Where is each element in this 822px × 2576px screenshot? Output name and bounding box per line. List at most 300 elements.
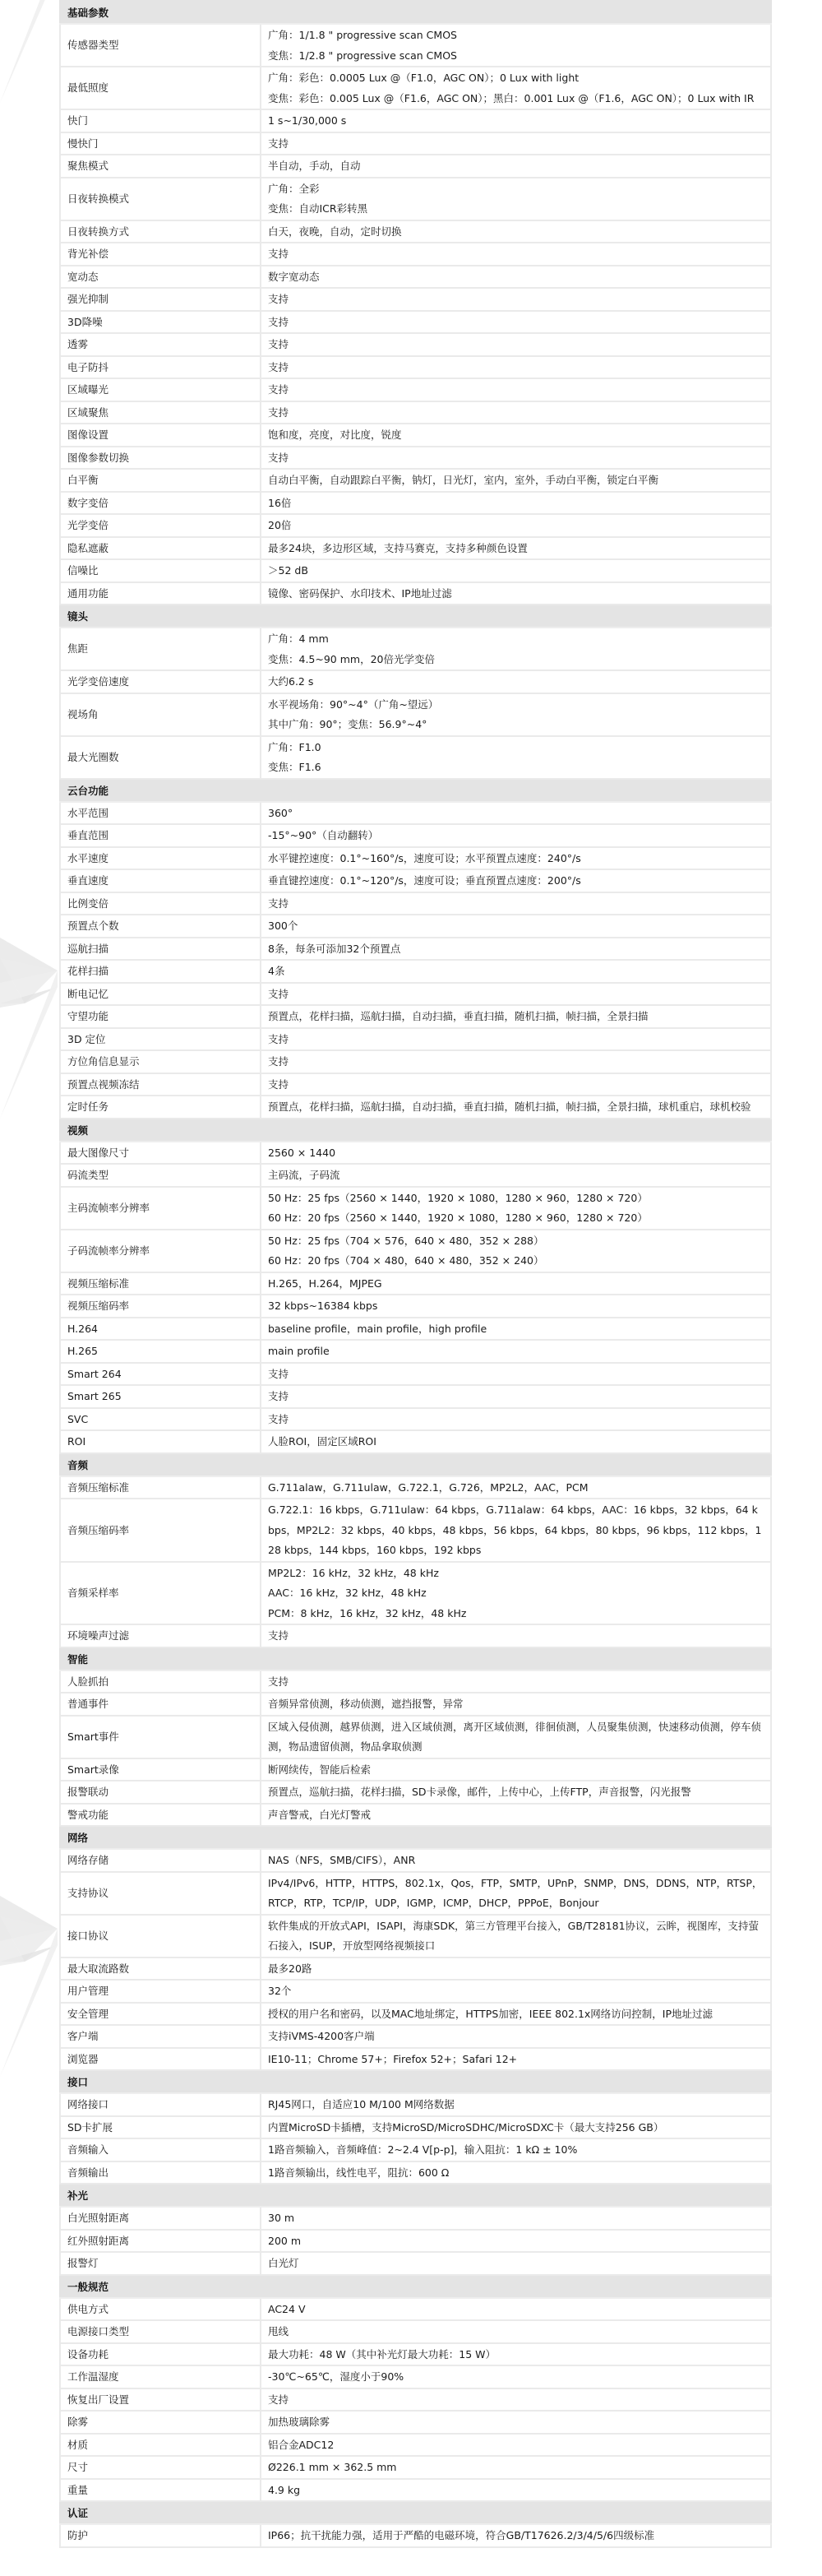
spec-table <box>59 0 772 2548</box>
spec-label: 花样扫描 <box>60 960 261 983</box>
section-title: 一般规范 <box>60 2275 771 2298</box>
spec-value-line: 50 Hz：25 fps（2560 × 1440，1920 × 1080，1280 × 960，1280 × 720） <box>268 1191 648 1204</box>
spec-row <box>60 2161 771 2185</box>
spec-label: 电子防抖 <box>60 356 261 379</box>
spec-label: 慢快门 <box>60 132 261 155</box>
spec-row <box>60 2456 771 2479</box>
spec-label: 网络存储 <box>60 1849 261 1872</box>
spec-value-line: NAS（NFS，SMB/CIFS），ANR <box>268 1854 416 1866</box>
spec-value <box>261 1499 771 1562</box>
spec-label: 预置点视频冻结 <box>60 1073 261 1096</box>
section-header-row <box>60 1453 771 1476</box>
section-title: 镜头 <box>60 605 771 628</box>
spec-value <box>261 2116 771 2139</box>
spec-row <box>60 1430 771 1453</box>
spec-row <box>60 1340 771 1363</box>
section-header-row <box>60 2275 771 2298</box>
spec-row <box>60 2320 771 2343</box>
spec-label: ROI <box>60 1430 261 1453</box>
spec-value-line: ＞52 dB <box>268 564 308 577</box>
spec-value-line: 最大功耗：48 W（其中补光灯最大功耗：15 W） <box>268 2347 496 2361</box>
spec-value-line: 支持 <box>268 360 289 373</box>
spec-row <box>60 2411 771 2434</box>
spec-label: 码流类型 <box>60 1164 261 1187</box>
spec-label: 设备功耗 <box>60 2343 261 2366</box>
spec-row <box>60 802 771 825</box>
section-title: 智能 <box>60 1647 771 1670</box>
spec-row <box>60 1562 771 1625</box>
spec-value-line: 2560 × 1440 <box>268 1146 336 1159</box>
spec-row <box>60 847 771 870</box>
spec-label: SVC <box>60 1408 261 1431</box>
spec-value <box>261 1295 771 1318</box>
spec-value <box>261 401 771 424</box>
spec-value-line: AC24 V <box>268 2302 306 2315</box>
triangle-watermark-icon <box>0 0 62 107</box>
spec-label: 区域曝光 <box>60 378 261 401</box>
spec-value <box>261 2365 771 2388</box>
spec-label: 传感器类型 <box>60 24 261 67</box>
spec-label: 音频压缩码率 <box>60 1499 261 1562</box>
spec-row <box>60 1980 771 2003</box>
section-header-row <box>60 2501 771 2524</box>
spec-value <box>261 266 771 289</box>
spec-value <box>261 802 771 825</box>
spec-row <box>60 2343 771 2366</box>
spec-row <box>60 514 771 537</box>
spec-value-line: 支持 <box>268 315 289 328</box>
spec-value <box>261 178 771 220</box>
spec-label: 方位角信息显示 <box>60 1050 261 1073</box>
spec-row <box>60 424 771 447</box>
spec-label: 宽动态 <box>60 266 261 289</box>
spec-label: 隐私遮蔽 <box>60 537 261 560</box>
spec-value-line: 支持iVMS-4200客户端 <box>268 2030 375 2042</box>
spec-label: H.265 <box>60 1340 261 1363</box>
spec-label: 环境噪声过滤 <box>60 1624 261 1647</box>
spec-value-line: 声音警戒，白光灯警戒 <box>268 1808 372 1821</box>
spec-value <box>261 1363 771 1386</box>
spec-value-line: 变焦：彩色：0.005 Lux @（F1.6，AGC ON）；黑白：0.001 Lux @（F1.6，AGC ON）；0 Lux with IR <box>268 91 755 104</box>
spec-value-line: 断网续传，智能后检索 <box>268 1763 372 1776</box>
spec-value-line: 水平键控速度：0.1°~160°/s，速度可设；水平预置点速度：240°/s <box>268 851 581 864</box>
spec-value-line: IPv4/IPv6，HTTP，HTTPS，802.1x，Qos，FTP，SMTP，UPnP，SNMP，DNS，DDNS，NTP，RTSP，RTCP，RTP，TCP/IP，UDP，IGMP，ICMP，DHCP，PPPoE，Bonjour <box>268 1876 763 1909</box>
spec-label: 视频压缩码率 <box>60 1295 261 1318</box>
spec-value-line: 授权的用户名和密码，以及MAC地址绑定，HTTPS加密，IEEE 802.1x网络访问控制，IP地址过滤 <box>268 2007 713 2020</box>
spec-label: 巡航扫描 <box>60 938 261 961</box>
spec-value-line: 4条 <box>268 965 285 977</box>
spec-value-line: 预置点，花样扫描，巡航扫描，自动扫描，垂直扫描，随机扫描，帧扫描，全景扫描，球机重启，球机校验 <box>268 1100 751 1113</box>
spec-value <box>261 1408 771 1431</box>
spec-label: 日夜转换模式 <box>60 178 261 220</box>
spec-value <box>261 2138 771 2161</box>
spec-value <box>261 892 771 915</box>
spec-label: 恢复出厂设置 <box>60 2388 261 2412</box>
spec-value <box>261 220 771 243</box>
section-header-row <box>60 1647 771 1670</box>
triangle-watermark-icon <box>0 1892 62 2081</box>
spec-value-line: 1路音频输出，线性电平，阻抗：600 Ω <box>268 2166 450 2179</box>
spec-row <box>60 1385 771 1408</box>
spec-label: 普通事件 <box>60 1693 261 1716</box>
spec-value <box>261 2003 771 2026</box>
spec-row <box>60 2252 771 2275</box>
spec-value <box>261 2343 771 2366</box>
spec-value <box>261 109 771 132</box>
spec-label: 警戒功能 <box>60 1804 261 1827</box>
spec-value-line: 支持 <box>268 1032 289 1045</box>
spec-row <box>60 1408 771 1431</box>
spec-row <box>60 1476 771 1499</box>
spec-value <box>261 24 771 67</box>
spec-label: 强光抑制 <box>60 288 261 311</box>
spec-row <box>60 1716 771 1758</box>
spec-row <box>60 2479 771 2502</box>
spec-row <box>60 447 771 470</box>
spec-value-line: 音频异常侦测，移动侦测，遮挡报警，异常 <box>268 1698 464 1710</box>
spec-value <box>261 2207 771 2230</box>
spec-value-line: 白天，夜晚，自动，定时切换 <box>268 225 402 238</box>
spec-label: 重量 <box>60 2479 261 2502</box>
spec-value-line: 其中广角：90°；变焦：56.9°~4° <box>268 718 427 730</box>
spec-label: 光学变倍速度 <box>60 670 261 693</box>
triangle-watermark-icon <box>0 934 62 1123</box>
spec-label: 白平衡 <box>60 469 261 492</box>
spec-label: 音频输出 <box>60 2161 261 2185</box>
spec-row <box>60 178 771 220</box>
spec-label: 快门 <box>60 109 261 132</box>
spec-value-line: 支持 <box>268 1055 289 1068</box>
spec-value <box>261 938 771 961</box>
spec-label: 白光照射距离 <box>60 2207 261 2230</box>
spec-value-line: 支持 <box>268 383 289 396</box>
spec-value-line: 广角：彩色：0.0005 Lux @（F1.0，AGC ON）；0 Lux with light <box>268 72 580 84</box>
spec-value-line: G.711alaw，G.711ulaw，G.722.1，G.726，MP2L2，AAC，PCM <box>268 1480 589 1494</box>
spec-row <box>60 266 771 289</box>
spec-value <box>261 559 771 582</box>
spec-value-line: PCM：8 kHz，16 kHz，32 kHz，48 kHz <box>268 1606 467 1619</box>
section-title: 音频 <box>60 1453 771 1476</box>
spec-label: 水平速度 <box>60 847 261 870</box>
spec-value <box>261 1781 771 1804</box>
spec-row <box>60 824 771 847</box>
spec-value <box>261 2252 771 2275</box>
spec-value-line: 最多20路 <box>268 1962 312 1975</box>
spec-label: SD卡扩展 <box>60 2116 261 2139</box>
spec-row <box>60 1957 771 1981</box>
spec-value <box>261 693 771 736</box>
spec-value <box>261 1872 771 1915</box>
spec-row <box>60 1295 771 1318</box>
spec-value <box>261 582 771 605</box>
spec-label: 图像设置 <box>60 424 261 447</box>
spec-value-line: 变焦：4.5~90 mm，20倍光学变倍 <box>268 652 435 665</box>
spec-value-line: baseline profile，main profile，high profile <box>268 1322 487 1335</box>
spec-label: 定时任务 <box>60 1096 261 1119</box>
spec-value <box>261 2411 771 2434</box>
spec-row <box>60 1318 771 1341</box>
spec-row <box>60 288 771 311</box>
spec-label: 安全管理 <box>60 2003 261 2026</box>
spec-value <box>261 514 771 537</box>
spec-value <box>261 1272 771 1295</box>
spec-row <box>60 1028 771 1051</box>
spec-row <box>60 892 771 915</box>
spec-value-line: 支持 <box>268 248 289 260</box>
spec-label: 断电记忆 <box>60 983 261 1006</box>
spec-value <box>261 1562 771 1625</box>
spec-label: 音频压缩标准 <box>60 1476 261 1499</box>
spec-value-line: 300个 <box>268 920 298 932</box>
spec-row <box>60 243 771 266</box>
spec-value <box>261 132 771 155</box>
spec-value <box>261 2048 771 2071</box>
spec-value-line: 支持 <box>268 1675 289 1688</box>
spec-value-line: 变焦：1/2.8 " progressive scan CMOS <box>268 49 457 62</box>
spec-value-line: 变焦：F1.6 <box>268 761 321 773</box>
spec-value <box>261 1849 771 1872</box>
spec-value <box>261 1476 771 1499</box>
spec-label: 比例变倍 <box>60 892 261 915</box>
spec-value <box>261 2479 771 2502</box>
spec-value-line: -15°~90°（自动翻转） <box>268 829 379 841</box>
spec-row <box>60 938 771 961</box>
spec-value <box>261 1050 771 1073</box>
spec-label: 客户端 <box>60 2025 261 2048</box>
spec-value-line: 支持 <box>268 293 289 305</box>
spec-row <box>60 582 771 605</box>
spec-row <box>60 356 771 379</box>
spec-label: 最低照度 <box>60 67 261 109</box>
spec-label: 水平范围 <box>60 802 261 825</box>
spec-row <box>60 693 771 736</box>
spec-label: 材质 <box>60 2434 261 2457</box>
spec-value-line: 50 Hz：25 fps（704 × 576，640 × 480，352 × 288） <box>268 1234 544 1247</box>
spec-value-line: 大约6.2 s <box>268 675 314 688</box>
spec-value-line: 支持 <box>268 451 289 464</box>
spec-value-line: 32 kbps~16384 kbps <box>268 1300 378 1312</box>
spec-value-line: 60 Hz：20 fps（704 × 480，640 × 480，352 × 240） <box>268 1254 544 1267</box>
spec-row <box>60 915 771 938</box>
spec-label: Smart事件 <box>60 1716 261 1758</box>
spec-value-line: 最多24块，多边形区域，支持马赛克，支持多种颜色设置 <box>268 541 528 554</box>
spec-label: 供电方式 <box>60 2298 261 2321</box>
spec-value <box>261 1980 771 2003</box>
spec-label: 光学变倍 <box>60 514 261 537</box>
spec-row <box>60 2524 771 2547</box>
spec-value-line: 垂直键控速度：0.1°~120°/s，速度可设；垂直预置点速度：200°/s <box>268 874 581 887</box>
spec-value <box>261 155 771 178</box>
section-header-row <box>60 1119 771 1142</box>
spec-row <box>60 1804 771 1827</box>
spec-row <box>60 2093 771 2116</box>
spec-label: 守望功能 <box>60 1005 261 1028</box>
spec-value-line: 白光灯 <box>268 2257 299 2269</box>
spec-value <box>261 1430 771 1453</box>
spec-label: 垂直范围 <box>60 824 261 847</box>
spec-label: 聚焦模式 <box>60 155 261 178</box>
spec-row <box>60 1230 771 1272</box>
spec-value <box>261 2434 771 2457</box>
spec-value-line: 360° <box>268 806 293 819</box>
spec-value-line: 支持 <box>268 1077 289 1091</box>
spec-label: 用户管理 <box>60 1980 261 2003</box>
spec-value-line: 水平视场角：90°~4°（广角~望远） <box>268 697 439 711</box>
spec-label: 音频输入 <box>60 2138 261 2161</box>
spec-row <box>60 1499 771 1562</box>
spec-value <box>261 333 771 356</box>
spec-value-line: 4.9 kg <box>268 2483 301 2496</box>
spec-label: 区域聚焦 <box>60 401 261 424</box>
spec-row <box>60 1363 771 1386</box>
spec-value-line: 加热玻璃除雾 <box>268 2416 330 2428</box>
spec-value-line: 镜像、密码保护、水印技术、IP地址过滤 <box>268 586 452 600</box>
spec-value <box>261 1230 771 1272</box>
spec-value-line: 支持 <box>268 987 289 1000</box>
spec-value-line: 支持 <box>268 338 289 350</box>
spec-row <box>60 333 771 356</box>
spec-row <box>60 378 771 401</box>
spec-value <box>261 1142 771 1165</box>
spec-value <box>261 378 771 401</box>
spec-value-line: RJ45网口，自适应10 M/100 M网络数据 <box>268 2098 455 2110</box>
spec-value-line: 软件集成的开放式API，ISAPI，海康SDK，第三方管理平台接入，GB/T28181协议，云眸，视图库，支持萤石接入，ISUP，开放型网络视频接口 <box>268 1919 760 1952</box>
spec-value <box>261 447 771 470</box>
spec-value-line: Ø226.1 mm × 362.5 mm <box>268 2461 397 2473</box>
spec-value-line: 30 m <box>268 2212 295 2224</box>
section-title: 视频 <box>60 1119 771 1142</box>
spec-row <box>60 1073 771 1096</box>
spec-row <box>60 109 771 132</box>
spec-value <box>261 67 771 109</box>
spec-row <box>60 1915 771 1957</box>
spec-value <box>261 1096 771 1119</box>
spec-row <box>60 155 771 178</box>
spec-row <box>60 2116 771 2139</box>
spec-value-line: 变焦：自动ICR彩转黑 <box>268 202 368 215</box>
spec-value-line: 支持 <box>268 2393 289 2406</box>
spec-label: Smart 265 <box>60 1385 261 1408</box>
spec-row <box>60 1670 771 1693</box>
spec-table-body <box>60 1 771 2547</box>
spec-row <box>60 559 771 582</box>
spec-label: 人脸抓拍 <box>60 1670 261 1693</box>
spec-label: 通用功能 <box>60 582 261 605</box>
spec-row <box>60 1096 771 1119</box>
spec-label: 子码流帧率分辨率 <box>60 1230 261 1272</box>
spec-row <box>60 67 771 109</box>
spec-row <box>60 1624 771 1647</box>
spec-label: 红外照射距离 <box>60 2230 261 2253</box>
spec-label: 焦距 <box>60 628 261 670</box>
spec-value <box>261 1385 771 1408</box>
spec-label: 尺寸 <box>60 2456 261 2479</box>
spec-value-line: 16倍 <box>268 496 292 509</box>
spec-value <box>261 1957 771 1981</box>
spec-value-line: 广角：1/1.8 " progressive scan CMOS <box>268 29 457 41</box>
spec-label: 工作温湿度 <box>60 2365 261 2388</box>
spec-value-line: 支持 <box>268 1367 289 1380</box>
spec-value <box>261 847 771 870</box>
spec-value <box>261 537 771 560</box>
spec-row <box>60 132 771 155</box>
spec-row <box>60 1187 771 1230</box>
spec-value-line: IP66；抗干扰能力强，适用于严酷的电磁环境，符合GB/T17626.2/3/4/5/6四级标准 <box>268 2529 655 2541</box>
spec-value-line: 预置点，巡航扫描，花样扫描，SD卡录像，邮件，上传中心，上传FTP，声音报警，闪光报警 <box>268 1786 691 1798</box>
spec-label: 报警联动 <box>60 1781 261 1804</box>
spec-row <box>60 2048 771 2071</box>
spec-value <box>261 1318 771 1341</box>
spec-value-line: 1路音频输入，音频峰值：2~2.4 V[p-p]，输入阻抗：1 kΩ ± 10% <box>268 2143 578 2156</box>
spec-value-line: 广角：4 mm <box>268 632 329 645</box>
spec-value <box>261 1187 771 1230</box>
spec-value-line: 广角：全彩 <box>268 182 320 195</box>
spec-label: 背光补偿 <box>60 243 261 266</box>
spec-value <box>261 1624 771 1647</box>
spec-value-line: 自动白平衡，自动跟踪白平衡，钠灯，日光灯，室内，室外，手动白平衡，锁定白平衡 <box>268 474 659 486</box>
spec-row <box>60 2207 771 2230</box>
spec-value <box>261 424 771 447</box>
spec-value <box>261 869 771 892</box>
spec-row <box>60 736 771 779</box>
spec-row <box>60 1693 771 1716</box>
spec-value-line: 32个 <box>268 1985 292 1997</box>
spec-value-line: 支持 <box>268 137 289 150</box>
spec-value <box>261 311 771 334</box>
spec-row <box>60 2365 771 2388</box>
spec-value-line: 8条，每条可添加32个预置点 <box>268 942 401 955</box>
spec-label: H.264 <box>60 1318 261 1341</box>
spec-value <box>261 1164 771 1187</box>
spec-row <box>60 869 771 892</box>
spec-value-line: 支持 <box>268 1412 289 1425</box>
spec-label: 支持协议 <box>60 1872 261 1915</box>
spec-value <box>261 960 771 983</box>
spec-row <box>60 1142 771 1165</box>
section-header-row <box>60 1826 771 1849</box>
spec-row <box>60 1872 771 1915</box>
spec-value-line: -30℃~65℃，湿度小于90% <box>268 2370 404 2383</box>
spec-label: 垂直速度 <box>60 869 261 892</box>
spec-label: Smart 264 <box>60 1363 261 1386</box>
spec-value-line: H.265，H.264，MJPEG <box>268 1276 382 1290</box>
spec-value <box>261 2025 771 2048</box>
spec-row <box>60 983 771 1006</box>
spec-value <box>261 2298 771 2321</box>
spec-label: 视场角 <box>60 693 261 736</box>
spec-value <box>261 492 771 515</box>
section-title: 网络 <box>60 1826 771 1849</box>
spec-value-line: 预置点，花样扫描，巡航扫描，自动扫描，垂直扫描，随机扫描，帧扫描，全景扫描 <box>268 1010 649 1022</box>
spec-row <box>60 628 771 670</box>
spec-value <box>261 2388 771 2412</box>
spec-row <box>60 1005 771 1028</box>
spec-value-line: 60 Hz：20 fps（2560 × 1440，1920 × 1080，1280 × 960，1280 × 720） <box>268 1212 648 1224</box>
spec-value <box>261 356 771 379</box>
spec-value-line: MP2L2：16 kHz，32 kHz，48 kHz <box>268 1566 439 1579</box>
spec-label: 接口协议 <box>60 1915 261 1957</box>
spec-row <box>60 401 771 424</box>
spec-label: Smart录像 <box>60 1758 261 1781</box>
section-header-row <box>60 779 771 802</box>
spec-value-line: 支持 <box>268 1390 289 1402</box>
section-title: 接口 <box>60 2070 771 2093</box>
spec-value <box>261 1073 771 1096</box>
spec-value <box>261 670 771 693</box>
spec-row <box>60 960 771 983</box>
spec-value-line: G.722.1：16 kbps，G.711ulaw：64 kbps，G.711alaw：64 kbps，AAC：16 kbps，32 kbps，64 kbps，MP2L2：32 kbps，40 kbps，48 kbps，56 kbps，64 kbps，80 kbps，96 kbps，112 kbps，128 kbps，144 kbps，160 kbps，192 kbps <box>268 1503 762 1556</box>
spec-label: 网络接口 <box>60 2093 261 2116</box>
